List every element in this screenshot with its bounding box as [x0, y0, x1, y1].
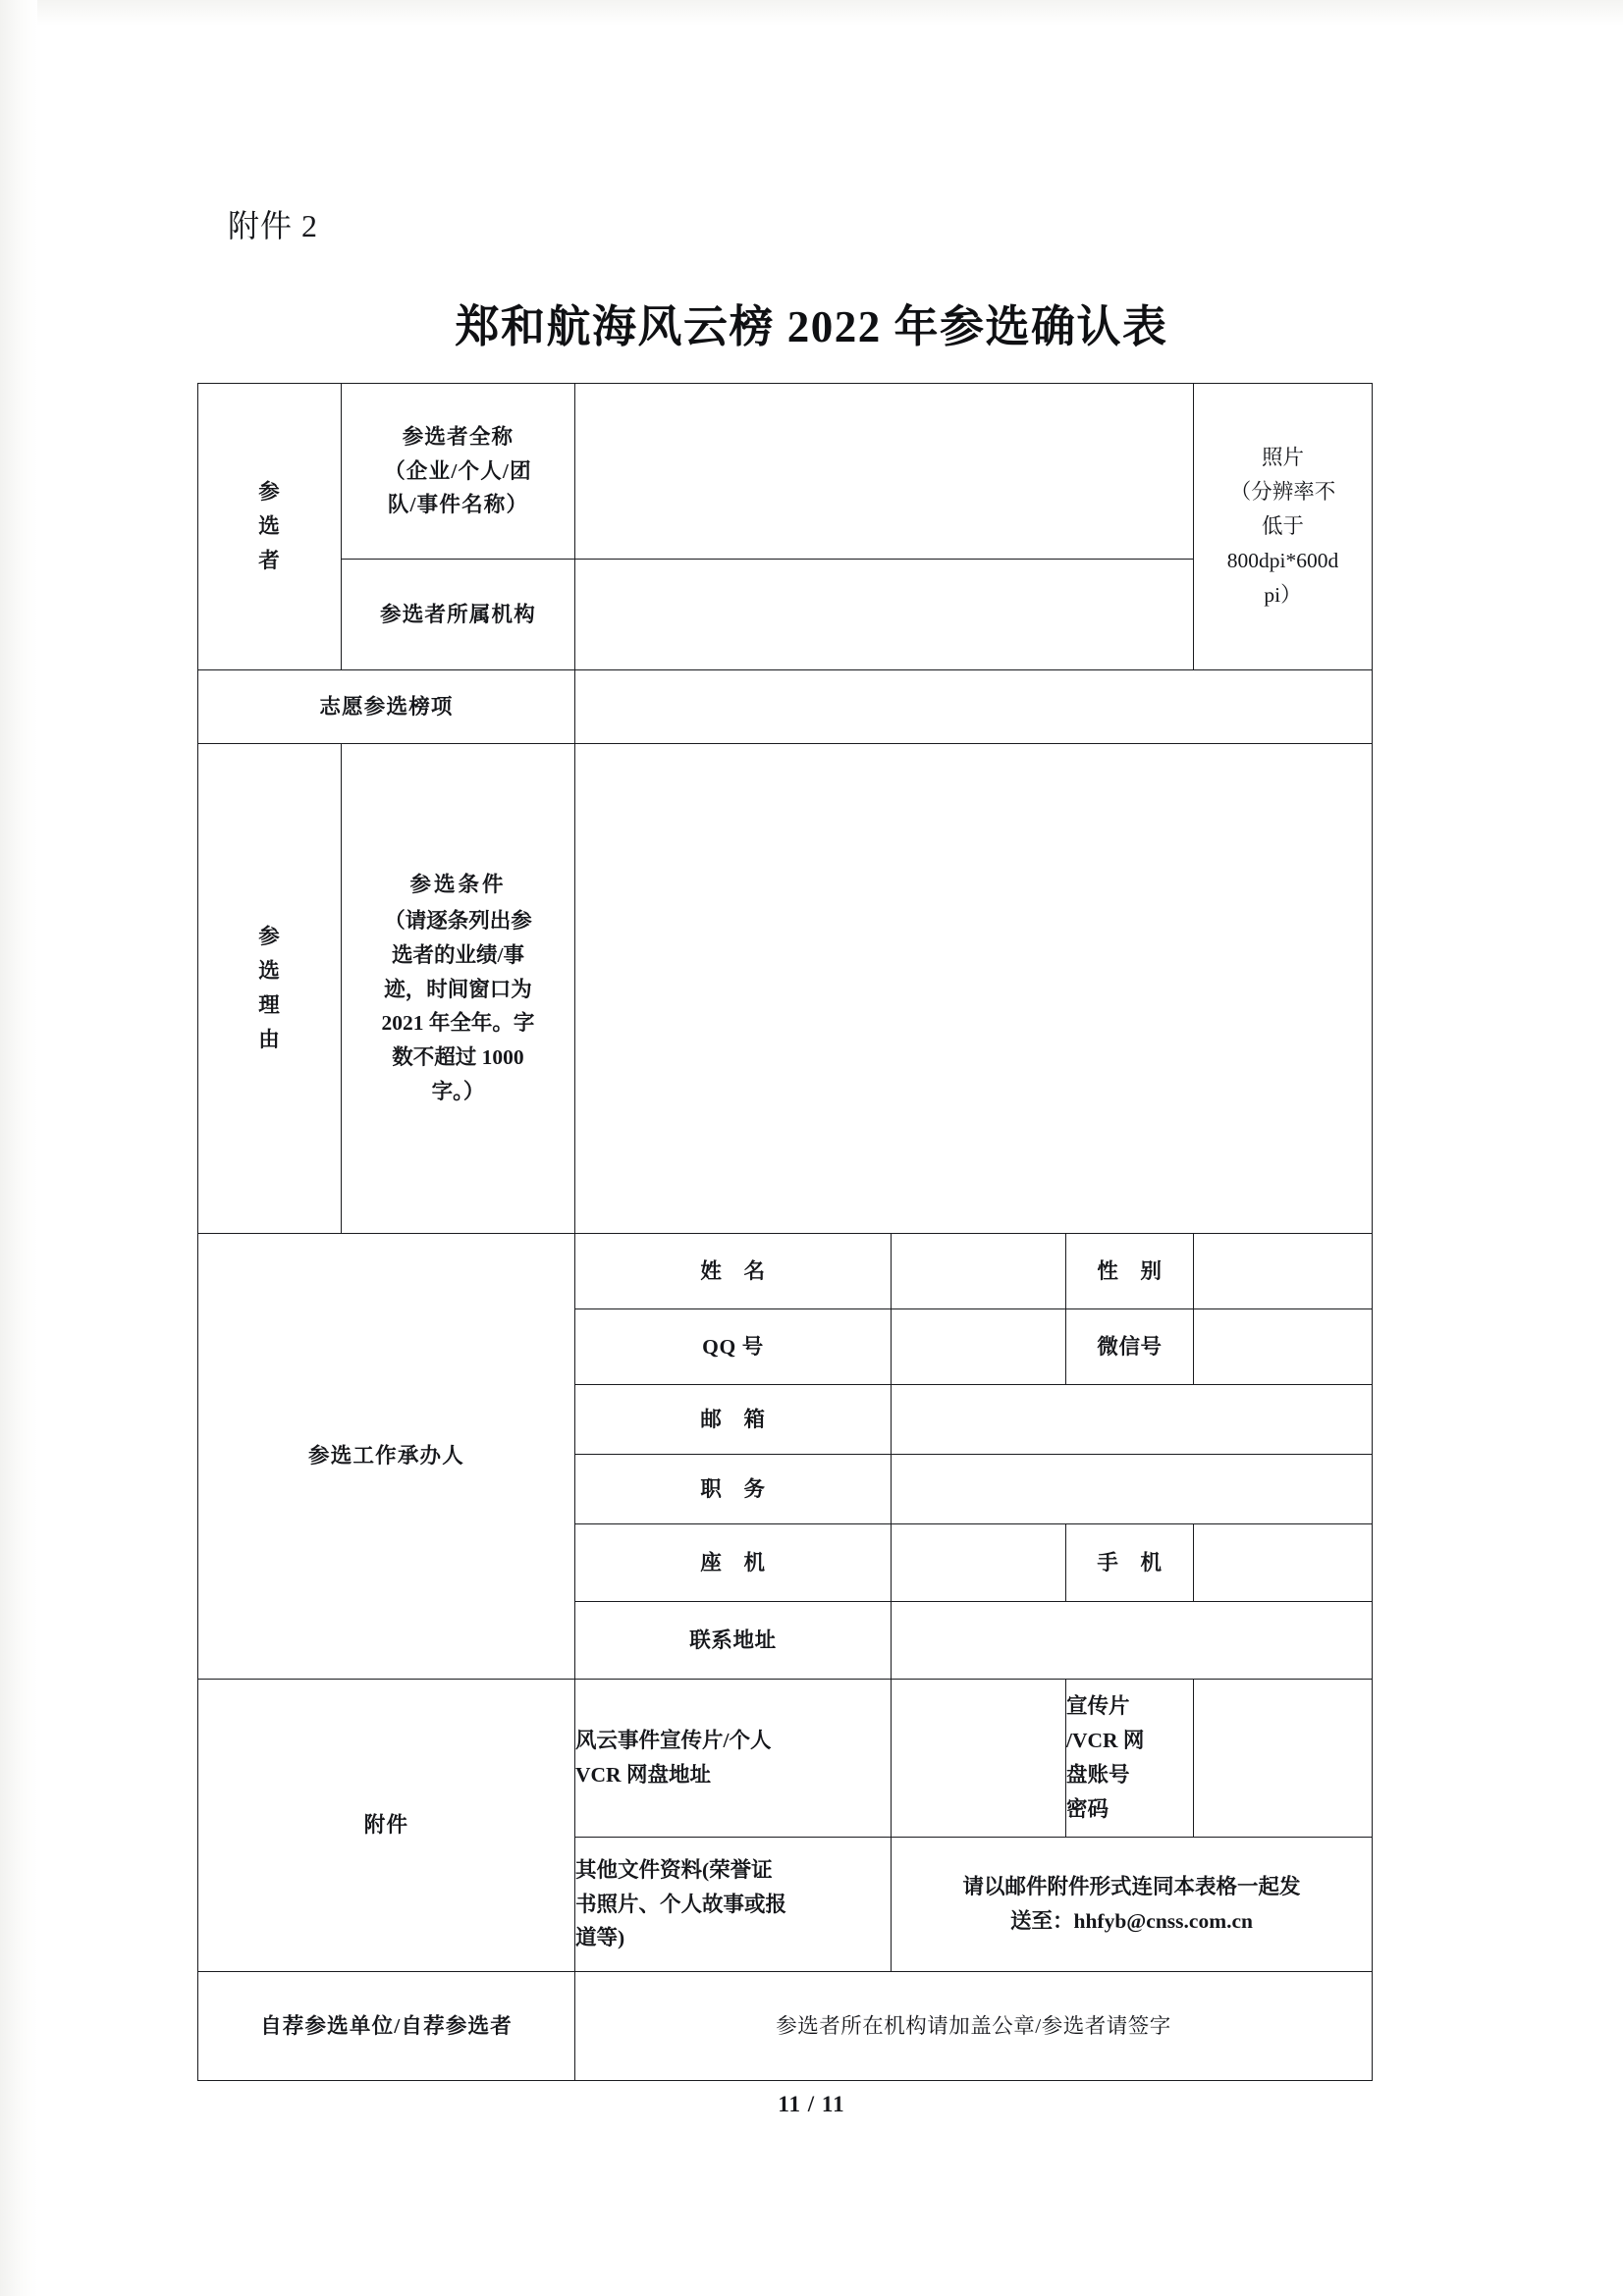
label-criteria-note-4: 2021 年全年。字: [381, 1011, 535, 1036]
label-attachment-other-line-1: 其他文件资料(荣誉证: [575, 1857, 773, 1882]
label-attachment-other-line-2: 书照片、个人故事或报: [575, 1892, 787, 1916]
input-contact-email[interactable]: [892, 1385, 1373, 1455]
row-label-reason-char-0: 参: [258, 925, 281, 949]
row-label-candidate-char-1: 选: [258, 514, 281, 539]
label-attachment-other: [575, 1838, 892, 1972]
input-attachment-video-url[interactable]: [892, 1680, 1066, 1838]
table-row-voluntary-list: [198, 670, 1373, 744]
table-row-reason: [198, 744, 1373, 1234]
input-contact-address[interactable]: [892, 1602, 1373, 1680]
attachment-submission-note-line-1: 请以邮件附件形式连同本表格一起发: [962, 1875, 1301, 1899]
input-attachment-account-password[interactable]: [1194, 1680, 1373, 1838]
input-contact-qq[interactable]: [892, 1309, 1066, 1385]
label-attachment-account-line-3: 盘账号: [1066, 1763, 1130, 1787]
photo-note-line-4: 800dpi*600d: [1226, 548, 1339, 572]
label-attachment-account-line-1: 宣传片: [1066, 1694, 1130, 1719]
row-label-reason-char-3: 由: [258, 1027, 281, 1051]
label-attachment-other-line-3: 道等): [575, 1926, 625, 1950]
label-contact-mobile: 手 机: [1066, 1524, 1194, 1602]
label-candidate-full-name: [342, 384, 575, 560]
row-label-attachments: 附件: [198, 1680, 575, 1972]
input-contact-landline[interactable]: [892, 1524, 1066, 1602]
label-attachment-video-line-1: 风云事件宣传片/个人: [575, 1729, 772, 1753]
photo-requirement-cell: [1194, 384, 1373, 670]
label-candidate-full-name-title: 参选者全称: [402, 424, 514, 449]
input-participation-reason[interactable]: [575, 744, 1373, 1234]
label-attachment-account-line-2: /VCR 网: [1066, 1729, 1145, 1753]
table-row-candidate-name: [198, 384, 1373, 560]
input-candidate-full-name[interactable]: [575, 384, 1194, 560]
row-label-reason: [198, 744, 342, 1234]
row-label-candidate-char-2: 者: [258, 548, 281, 572]
label-candidate-full-name-sub-1: （企业/个人/团: [384, 458, 532, 483]
input-contact-wechat[interactable]: [1194, 1309, 1373, 1385]
label-attachment-video: [575, 1680, 892, 1838]
page-number-footer: 11 / 11: [778, 2092, 845, 2116]
photo-note-line-3: 低于: [1262, 514, 1305, 539]
label-attachment-account-line-4: 密码: [1066, 1796, 1109, 1821]
attachment-number-label: 附件 2: [228, 208, 319, 243]
photo-note-line-5: pi）: [1264, 582, 1302, 607]
label-participation-criteria: [342, 744, 575, 1234]
label-self-recommendation: 自荐参选单位/自荐参选者: [198, 1972, 575, 2081]
attachment-submission-note: [892, 1838, 1373, 1972]
row-label-candidate-char-0: 参: [258, 480, 281, 505]
label-criteria-note-6: 字。）: [431, 1080, 485, 1104]
row-label-candidate: [198, 384, 342, 670]
label-candidate-organization: 参选者所属机构: [342, 560, 575, 670]
label-criteria-note-2: 选者的业绩/事: [392, 942, 524, 967]
label-criteria-note-5: 数不超过 1000: [392, 1045, 524, 1070]
input-contact-name[interactable]: [892, 1234, 1066, 1309]
label-candidate-full-name-sub-2: 队/事件名称）: [387, 493, 529, 517]
attachment-submission-note-line-2: 送至：hhfyb@cnss.com.cn: [1010, 1909, 1253, 1933]
label-voluntary-list: 志愿参选榜项: [198, 670, 575, 744]
input-voluntary-list[interactable]: [575, 670, 1373, 744]
input-candidate-organization[interactable]: [575, 560, 1194, 670]
row-label-contact-person: 参选工作承办人: [198, 1234, 575, 1680]
signature-note: 参选者所在机构请加盖公章/参选者请签字: [575, 1972, 1373, 2081]
input-contact-mobile[interactable]: [1194, 1524, 1373, 1602]
row-label-reason-char-2: 理: [258, 993, 281, 1017]
label-contact-wechat: 微信号: [1066, 1309, 1194, 1385]
table-row-contact-name: [198, 1234, 1373, 1309]
label-criteria-note-3: 迹，时间窗口为: [384, 977, 532, 1001]
table-row-signature: [198, 1972, 1373, 2081]
label-contact-gender: 性 别: [1066, 1234, 1194, 1309]
label-criteria-note-1: （请逐条列出参: [384, 908, 532, 933]
label-criteria-title: 参选条件: [409, 873, 507, 897]
page-title: 郑和航海风云榜 2022 年参选确认表: [455, 302, 1168, 351]
label-contact-name: 姓 名: [575, 1234, 892, 1309]
table-row-attachment-video: [198, 1680, 1373, 1838]
label-contact-email: 邮 箱: [575, 1385, 892, 1455]
label-attachment-account: [1066, 1680, 1194, 1838]
input-contact-position[interactable]: [892, 1455, 1373, 1524]
label-contact-landline: 座 机: [575, 1524, 892, 1602]
label-contact-qq: QQ 号: [575, 1309, 892, 1385]
row-label-reason-char-1: 选: [258, 959, 281, 984]
photo-note-line-2: （分辨率不: [1229, 480, 1336, 505]
label-contact-address: 联系地址: [575, 1602, 892, 1680]
photo-note-line-1: 照片: [1262, 446, 1305, 470]
participation-confirmation-form: [197, 383, 1373, 2081]
input-contact-gender[interactable]: [1194, 1234, 1373, 1309]
label-contact-position: 职 务: [575, 1455, 892, 1524]
label-attachment-video-line-2: VCR 网盘地址: [575, 1763, 711, 1787]
